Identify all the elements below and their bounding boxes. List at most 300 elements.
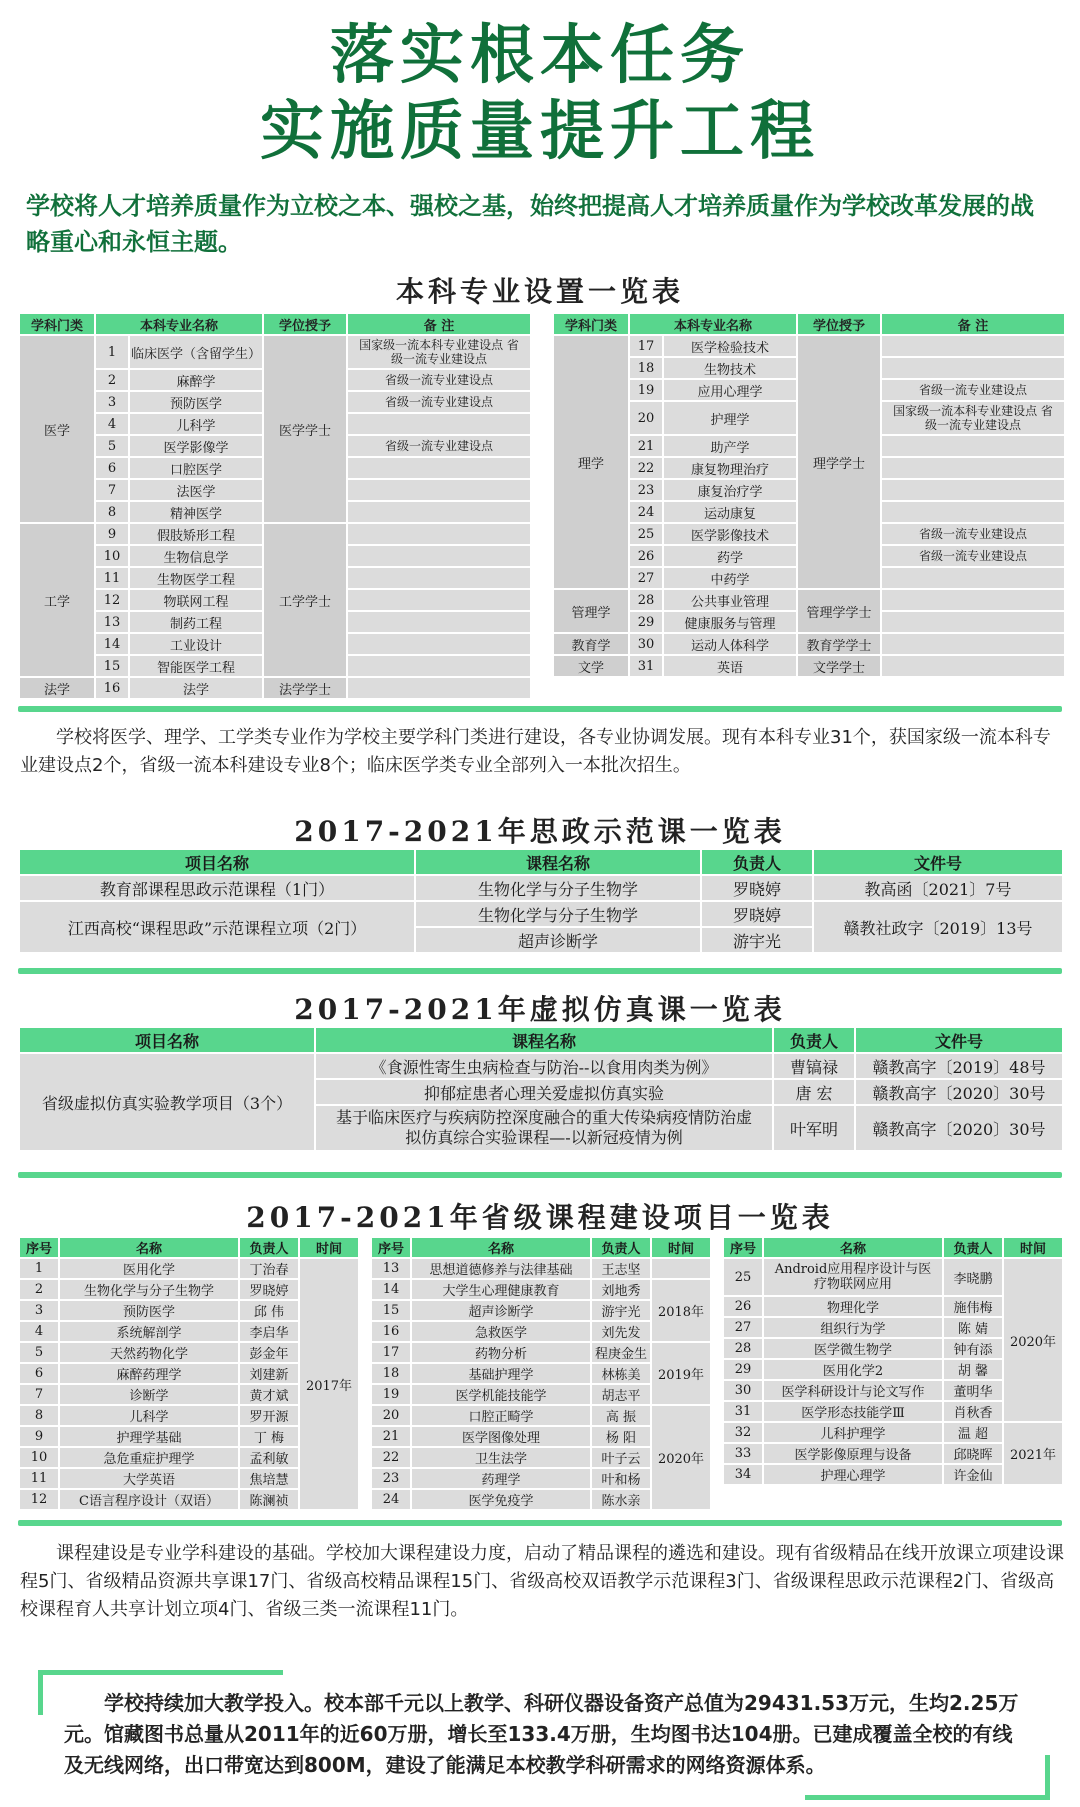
table-row	[19, 1053, 1063, 1079]
course-number: 29	[723, 1359, 763, 1380]
course-name: 医学科研设计与论文写作	[763, 1380, 943, 1401]
major-name: 法学	[129, 677, 263, 699]
course-number: 17	[371, 1342, 411, 1363]
doc-number: 赣教高字〔2019〕48号	[855, 1053, 1063, 1079]
course-number: 9	[19, 1426, 59, 1447]
leader-name: 胡志平	[591, 1384, 651, 1405]
leader-name: 王志坚	[591, 1258, 651, 1279]
doc-number: 教高函〔2021〕7号	[813, 875, 1063, 901]
leader-name: 肖秋香	[943, 1401, 1003, 1422]
course-name: 口腔正畸学	[411, 1405, 591, 1426]
header-year: 时间	[299, 1237, 359, 1258]
leader-name: 孟利敏	[239, 1447, 299, 1468]
major-number: 6	[95, 457, 129, 479]
note-cell	[881, 633, 1065, 655]
header-major: 本科专业名称	[95, 313, 263, 335]
course-number: 12	[19, 1489, 59, 1510]
major-name: 应用心理学	[663, 379, 797, 401]
degree-cell: 文学学士	[797, 655, 881, 677]
header-name: 名称	[763, 1237, 943, 1258]
note-cell: 省级一流专业建设点	[347, 369, 531, 391]
category-cell: 工学	[19, 523, 95, 677]
major-name: 制药工程	[129, 611, 263, 633]
provincial-table-title: 2017-2021年省级课程建设项目一览表	[246, 1201, 834, 1234]
major-name: 法医学	[129, 479, 263, 501]
table-row	[553, 655, 1065, 677]
ideology-table-title: 2017-2021年思政示范课一览表	[294, 815, 786, 848]
course-name: 卫生法学	[411, 1447, 591, 1468]
major-name: 麻醉学	[129, 369, 263, 391]
major-number: 21	[629, 435, 663, 457]
major-number: 26	[629, 545, 663, 567]
leader-name: 唐 宏	[773, 1079, 855, 1105]
course-name: 超声诊断学	[415, 927, 701, 953]
header-leader: 负责人	[239, 1237, 299, 1258]
leader-name: 温 超	[943, 1422, 1003, 1443]
header-doc: 文件号	[813, 849, 1063, 875]
leader-name: 罗晓婷	[701, 901, 813, 927]
course-number: 26	[723, 1296, 763, 1317]
course-name: 超声诊断学	[411, 1300, 591, 1321]
leader-name: 曹镐禄	[773, 1053, 855, 1079]
major-number: 29	[629, 611, 663, 633]
leader-name: 叶军明	[773, 1105, 855, 1151]
course-number: 8	[19, 1405, 59, 1426]
majors-table-left	[18, 312, 532, 700]
major-number: 30	[629, 633, 663, 655]
leader-name: 高 振	[591, 1405, 651, 1426]
course-name: 医学免疫学	[411, 1489, 591, 1510]
course-name: 系统解剖学	[59, 1321, 239, 1342]
leader-name: 施伟梅	[943, 1296, 1003, 1317]
major-number: 1	[95, 335, 129, 369]
table-row	[371, 1405, 711, 1426]
leader-name: 许金仙	[943, 1464, 1003, 1485]
table-row	[371, 1342, 711, 1363]
major-number: 2	[95, 369, 129, 391]
leader-name: 黄才斌	[239, 1384, 299, 1405]
note-cell	[347, 545, 531, 567]
category-cell: 法学	[19, 677, 95, 699]
category-cell: 教育学	[553, 633, 629, 655]
table-row	[553, 633, 1065, 655]
header-no: 序号	[19, 1237, 59, 1258]
major-name: 精神医学	[129, 501, 263, 523]
course-number: 20	[371, 1405, 411, 1426]
course-number: 14	[371, 1279, 411, 1300]
leader-name: 刘建新	[239, 1363, 299, 1384]
major-name: 假肢矫形工程	[129, 523, 263, 545]
major-name: 药学	[663, 545, 797, 567]
header-course: 课程名称	[415, 849, 701, 875]
course-name: 护理学基础	[59, 1426, 239, 1447]
course-name: 医用化学2	[763, 1359, 943, 1380]
major-name: 儿科学	[129, 413, 263, 435]
course-number: 21	[371, 1426, 411, 1447]
course-number: 15	[371, 1300, 411, 1321]
main-title-line1: 落实根本任务	[330, 18, 750, 93]
leader-name: 杨 阳	[591, 1426, 651, 1447]
leader-name: 钟有添	[943, 1338, 1003, 1359]
major-name: 健康服务与管理	[663, 611, 797, 633]
note-cell: 省级一流专业建设点	[347, 391, 531, 413]
ideology-table	[18, 848, 1064, 954]
course-name: 物理化学	[763, 1296, 943, 1317]
table-row	[19, 523, 531, 545]
course-number: 6	[19, 1363, 59, 1384]
note-cell	[347, 611, 531, 633]
course-number: 33	[723, 1443, 763, 1464]
leader-name: 罗开源	[239, 1405, 299, 1426]
major-name: 生物医学工程	[129, 567, 263, 589]
major-number: 24	[629, 501, 663, 523]
major-number: 14	[95, 633, 129, 655]
table-row	[371, 1279, 711, 1300]
header-name: 名称	[59, 1237, 239, 1258]
course-name: 急危重症护理学	[59, 1447, 239, 1468]
course-name: 医学图像处理	[411, 1426, 591, 1447]
header-project: 项目名称	[19, 849, 415, 875]
course-number: 27	[723, 1317, 763, 1338]
note-cell	[347, 479, 531, 501]
leader-name: 邱 伟	[239, 1300, 299, 1321]
provincial-table-2	[370, 1236, 712, 1511]
majors-table-right	[552, 312, 1066, 678]
major-name: 助产学	[663, 435, 797, 457]
note-cell	[347, 567, 531, 589]
course-name: 基于临床医疗与疾病防控深度融合的重大传染病疫情防治虚拟仿真综合实验课程—-以新冠疫情为例	[315, 1105, 773, 1151]
note-cell	[347, 655, 531, 677]
leader-name: 李晓鹏	[943, 1258, 1003, 1296]
table-row	[19, 875, 1063, 901]
project-name: 教育部课程思政示范课程（1门）	[19, 875, 415, 901]
major-number: 3	[95, 391, 129, 413]
note-cell	[347, 589, 531, 611]
degree-cell: 医学学士	[263, 335, 347, 523]
major-number: 20	[629, 401, 663, 435]
major-name: 医学影像学	[129, 435, 263, 457]
degree-cell: 法学学士	[263, 677, 347, 699]
year-cell: 2021年	[1003, 1422, 1063, 1485]
course-name: 基础护理学	[411, 1363, 591, 1384]
category-cell: 医学	[19, 335, 95, 523]
course-name: 预防医学	[59, 1300, 239, 1321]
divider	[18, 1172, 1062, 1178]
table-row	[371, 1258, 711, 1279]
leader-name: 李启华	[239, 1321, 299, 1342]
note-cell: 省级一流专业建设点	[881, 379, 1065, 401]
major-name: 运动康复	[663, 501, 797, 523]
note-cell	[881, 335, 1065, 357]
header-degree: 学位授予	[263, 313, 347, 335]
course-name: 《食源性寄生虫病检查与防治--以食用肉类为例》	[315, 1053, 773, 1079]
leader-name: 焦培慧	[239, 1468, 299, 1489]
course-number: 23	[371, 1468, 411, 1489]
table-row	[19, 1258, 359, 1279]
provincial-table-1	[18, 1236, 360, 1511]
major-name: 公共事业管理	[663, 589, 797, 611]
year-cell: 2020年	[651, 1405, 711, 1510]
major-name: 生物信息学	[129, 545, 263, 567]
majors-table-title: 本科专业设置一览表	[395, 275, 684, 308]
note-cell	[881, 479, 1065, 501]
header-no: 序号	[371, 1237, 411, 1258]
year-cell: 2017年	[299, 1258, 359, 1510]
header-degree: 学位授予	[797, 313, 881, 335]
major-number: 7	[95, 479, 129, 501]
main-title-line2: 实施质量提升工程	[260, 94, 820, 169]
year-cell: 2018年	[651, 1279, 711, 1342]
major-number: 18	[629, 357, 663, 379]
leader-name: 刘地秀	[591, 1279, 651, 1300]
leader-name: 陈 婧	[943, 1317, 1003, 1338]
course-number: 30	[723, 1380, 763, 1401]
course-number: 3	[19, 1300, 59, 1321]
table-row	[19, 901, 1063, 927]
note-cell	[881, 435, 1065, 457]
major-number: 15	[95, 655, 129, 677]
course-name: 生物化学与分子生物学	[59, 1279, 239, 1300]
leader-name: 叶子云	[591, 1447, 651, 1468]
leader-name: 罗晓婷	[239, 1279, 299, 1300]
major-number: 25	[629, 523, 663, 545]
course-name: 思想道德修养与法律基础	[411, 1258, 591, 1279]
note-cell	[347, 501, 531, 523]
major-number: 13	[95, 611, 129, 633]
course-name: 生物化学与分子生物学	[415, 901, 701, 927]
note-cell: 省级一流专业建设点	[881, 545, 1065, 567]
note-cell: 省级一流专业建设点	[881, 523, 1065, 545]
note-cell	[347, 413, 531, 435]
course-name: 组织行为学	[763, 1317, 943, 1338]
major-number: 10	[95, 545, 129, 567]
major-number: 9	[95, 523, 129, 545]
course-name: 护理心理学	[763, 1464, 943, 1485]
major-number: 23	[629, 479, 663, 501]
header-leader: 负责人	[773, 1027, 855, 1053]
major-number: 27	[629, 567, 663, 589]
major-number: 11	[95, 567, 129, 589]
summary-text: 学校持续加大教学投入。校本部千元以上教学、科研仪器设备资产总值为29431.53万元，生均2.25万元。馆藏图书总量从2011年的近60万册，增长至133.4万册，生均图书达104册。已建成覆盖全校的有线及无线网络，出口带宽达到800M，建设了能满足本校教学科研需求的网络资源体系。	[64, 1691, 1019, 1777]
virtual-table	[18, 1026, 1064, 1152]
major-number: 4	[95, 413, 129, 435]
leader-name: 刘先发	[591, 1321, 651, 1342]
course-name: 天然药物化学	[59, 1342, 239, 1363]
major-name: 智能医学工程	[129, 655, 263, 677]
course-number: 25	[723, 1258, 763, 1296]
major-number: 17	[629, 335, 663, 357]
degree-cell: 工学学士	[263, 523, 347, 677]
header-leader: 负责人	[591, 1237, 651, 1258]
header-major: 本科专业名称	[629, 313, 797, 335]
course-name: 儿科护理学	[763, 1422, 943, 1443]
course-number: 22	[371, 1447, 411, 1468]
major-number: 16	[95, 677, 129, 699]
header-category: 学科门类	[553, 313, 629, 335]
leader-name: 董明华	[943, 1380, 1003, 1401]
leader-name: 丁 梅	[239, 1426, 299, 1447]
note-cell: 国家级一流本科专业建设点 省级一流专业建设点	[347, 335, 531, 369]
note-cell	[881, 567, 1065, 589]
project-name: 江西高校“课程思政”示范课程立项（2门）	[19, 901, 415, 953]
summary-box	[38, 1670, 1050, 1800]
leader-name: 陈水亲	[591, 1489, 651, 1510]
header-no: 序号	[723, 1237, 763, 1258]
leader-name: 林栋美	[591, 1363, 651, 1384]
major-name: 运动人体科学	[663, 633, 797, 655]
major-name: 康复物理治疗	[663, 457, 797, 479]
course-name: 医学微生物学	[763, 1338, 943, 1359]
year-cell	[651, 1258, 711, 1279]
note-cell	[881, 655, 1065, 677]
major-name: 医学影像技术	[663, 523, 797, 545]
degree-cell: 教育学学士	[797, 633, 881, 655]
leader-name: 叶和杨	[591, 1468, 651, 1489]
major-name: 康复治疗学	[663, 479, 797, 501]
course-number: 7	[19, 1384, 59, 1405]
course-name: 儿科学	[59, 1405, 239, 1426]
course-name: 麻醉药理学	[59, 1363, 239, 1384]
leader-name: 游宇光	[701, 927, 813, 953]
course-name: 大学生心理健康教育	[411, 1279, 591, 1300]
course-name: 医学形态技能学Ⅲ	[763, 1401, 943, 1422]
header-doc: 文件号	[855, 1027, 1063, 1053]
year-cell: 2019年	[651, 1342, 711, 1405]
major-name: 物联网工程	[129, 589, 263, 611]
course-number: 34	[723, 1464, 763, 1485]
major-name: 英语	[663, 655, 797, 677]
major-name: 中药学	[663, 567, 797, 589]
header-leader: 负责人	[701, 849, 813, 875]
course-number: 2	[19, 1279, 59, 1300]
category-cell: 理学	[553, 335, 629, 589]
leader-name: 游宇光	[591, 1300, 651, 1321]
table-row	[723, 1422, 1063, 1443]
header-category: 学科门类	[19, 313, 95, 335]
major-name: 临床医学（含留学生）	[129, 335, 263, 369]
major-number: 5	[95, 435, 129, 457]
year-cell: 2020年	[1003, 1258, 1063, 1422]
course-number: 11	[19, 1468, 59, 1489]
category-cell: 管理学	[553, 589, 629, 633]
table-row	[19, 335, 531, 369]
course-name: Android应用程序设计与医疗物联网应用	[763, 1258, 943, 1296]
doc-number: 赣教高字〔2020〕30号	[855, 1079, 1063, 1105]
major-number: 8	[95, 501, 129, 523]
note-cell	[347, 457, 531, 479]
divider	[18, 1520, 1062, 1526]
major-name: 口腔医学	[129, 457, 263, 479]
divider	[18, 706, 1062, 712]
table-row	[19, 677, 531, 699]
course-paragraph: 课程建设是专业学科建设的基础。学校加大课程建设力度，启动了精品课程的遴选和建设。现有省级精品在线开放课立项建设课程5门、省级精品资源共享课17门、省级高校精品课程15门、省级高校双语教学示范课程3门、省级课程思政示范课程2门、省级高校课程育人共享计划立项4门、省级三类一流课程11门。	[20, 1543, 1064, 1620]
majors-paragraph: 学校将医学、理学、工学类专业作为学校主要学科门类进行建设，各专业协调发展。现有本科专业31个，获国家级一流本科专业建设点2个，省级一流本科建设专业8个；临床医学类专业全部列入一本批次招生。	[20, 727, 1051, 776]
degree-cell: 管理学学士	[797, 589, 881, 633]
header-project: 项目名称	[19, 1027, 315, 1053]
note-cell	[881, 611, 1065, 633]
major-number: 19	[629, 379, 663, 401]
header-note: 备 注	[881, 313, 1065, 335]
leader-name: 陈澜祯	[239, 1489, 299, 1510]
course-number: 16	[371, 1321, 411, 1342]
note-cell	[881, 589, 1065, 611]
course-name: C语言程序设计（双语）	[59, 1489, 239, 1510]
table-row	[553, 589, 1065, 611]
course-number: 28	[723, 1338, 763, 1359]
note-cell: 省级一流专业建设点	[347, 435, 531, 457]
course-name: 医用化学	[59, 1258, 239, 1279]
note-cell	[347, 523, 531, 545]
course-number: 32	[723, 1422, 763, 1443]
table-row	[553, 335, 1065, 357]
note-cell	[881, 501, 1065, 523]
major-number: 22	[629, 457, 663, 479]
leader-name: 彭金年	[239, 1342, 299, 1363]
header-course: 课程名称	[315, 1027, 773, 1053]
course-number: 18	[371, 1363, 411, 1384]
note-cell	[881, 357, 1065, 379]
header-name: 名称	[411, 1237, 591, 1258]
leader-name: 邱晓晖	[943, 1443, 1003, 1464]
table-row	[723, 1258, 1063, 1296]
header-leader: 负责人	[943, 1237, 1003, 1258]
course-name: 医学影像原理与设备	[763, 1443, 943, 1464]
leader-name: 丁治春	[239, 1258, 299, 1279]
course-number: 10	[19, 1447, 59, 1468]
course-name: 大学英语	[59, 1468, 239, 1489]
divider	[18, 968, 1062, 974]
category-cell: 文学	[553, 655, 629, 677]
course-name: 生物化学与分子生物学	[415, 875, 701, 901]
note-cell	[347, 633, 531, 655]
header-year: 时间	[651, 1237, 711, 1258]
major-name: 工业设计	[129, 633, 263, 655]
leader-name: 程庚金生	[591, 1342, 651, 1363]
course-name: 药物分析	[411, 1342, 591, 1363]
degree-cell: 理学学士	[797, 335, 881, 589]
major-name: 护理学	[663, 401, 797, 435]
course-number: 5	[19, 1342, 59, 1363]
intro-text: 学校将人才培养质量作为立校之本、强校之基，始终把提高人才培养质量作为学校改革发展的战略重心和永恒主题。	[26, 192, 1034, 256]
leader-name: 胡 馨	[943, 1359, 1003, 1380]
header-year: 时间	[1003, 1237, 1063, 1258]
major-number: 31	[629, 655, 663, 677]
course-name: 医学机能技能学	[411, 1384, 591, 1405]
header-note: 备 注	[347, 313, 531, 335]
course-name: 药理学	[411, 1468, 591, 1489]
project-name: 省级虚拟仿真实验教学项目（3个）	[19, 1053, 315, 1151]
virtual-table-title: 2017-2021年虚拟仿真课一览表	[294, 993, 786, 1026]
course-number: 1	[19, 1258, 59, 1279]
course-name: 抑郁症患者心理关爱虚拟仿真实验	[315, 1079, 773, 1105]
major-number: 28	[629, 589, 663, 611]
note-cell	[881, 457, 1065, 479]
provincial-table-3	[722, 1236, 1064, 1486]
course-number: 24	[371, 1489, 411, 1510]
major-name: 生物技术	[663, 357, 797, 379]
major-number: 12	[95, 589, 129, 611]
course-number: 31	[723, 1401, 763, 1422]
major-name: 预防医学	[129, 391, 263, 413]
course-number: 4	[19, 1321, 59, 1342]
doc-number: 赣教高字〔2020〕30号	[855, 1105, 1063, 1151]
note-cell: 国家级一流本科专业建设点 省级一流专业建设点	[881, 401, 1065, 435]
course-number: 13	[371, 1258, 411, 1279]
course-name: 诊断学	[59, 1384, 239, 1405]
course-number: 19	[371, 1384, 411, 1405]
doc-number: 赣教社政字〔2019〕13号	[813, 901, 1063, 953]
leader-name: 罗晓婷	[701, 875, 813, 901]
